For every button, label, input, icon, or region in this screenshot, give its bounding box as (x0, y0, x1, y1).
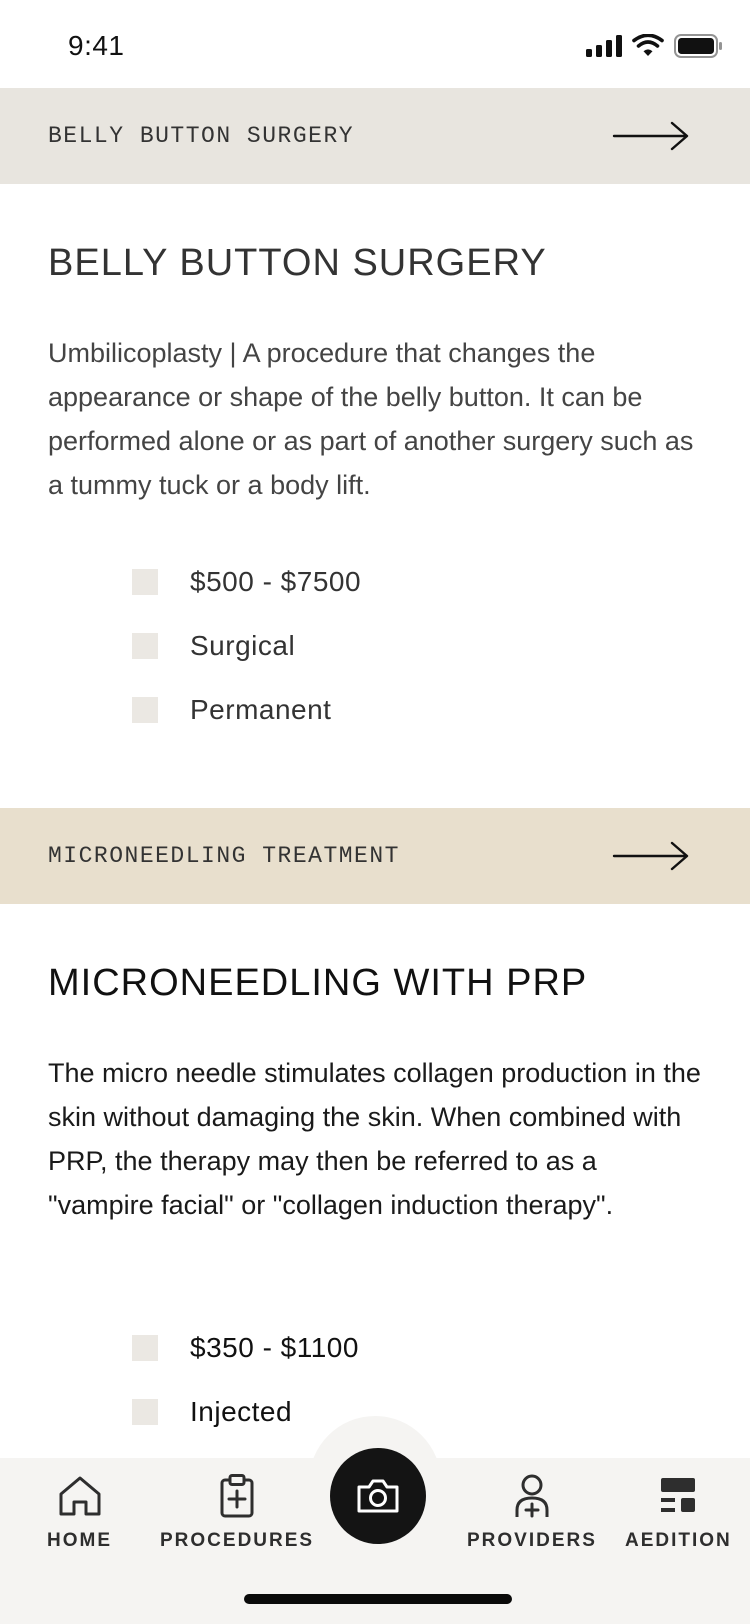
procedure-attribute-type (132, 1396, 292, 1428)
tab-providers[interactable] (467, 1474, 597, 1552)
camera-button[interactable] (330, 1448, 426, 1544)
bullet-box (132, 569, 158, 595)
attribute-text: $350 - $1100 (190, 1332, 359, 1363)
bullet-box (132, 1335, 158, 1361)
status-time: 9:41 (68, 30, 125, 61)
procedure-category-header-belly-button[interactable] (0, 88, 750, 184)
tab-label: HOME (47, 1530, 112, 1551)
procedure-category-header-microneedling[interactable] (0, 808, 750, 904)
person-plus-icon (509, 1474, 555, 1518)
layout-icon (655, 1474, 701, 1518)
tab-label: PROVIDERS (467, 1530, 597, 1551)
procedure-description: Umbilicoplasty | A procedure that changes the appearance or shape of the belly button. It can be performed alone or as part of another surgery such as a tummy tuck or a body lift. (48, 338, 694, 500)
arrow-right-icon[interactable] (612, 840, 690, 872)
attribute-text: $500 - $7500 (190, 566, 362, 597)
home-indicator[interactable] (244, 1594, 512, 1604)
tab-label: PROCEDURES (160, 1530, 315, 1551)
clipboard-plus-icon (214, 1474, 260, 1518)
category-label: MICRONEEDLING TREATMENT (48, 843, 400, 869)
procedure-attribute-type (132, 630, 295, 662)
attribute-text: Permanent (190, 694, 332, 725)
bullet-box (132, 1399, 158, 1425)
battery-icon (674, 34, 722, 58)
procedure-title: BELLY BUTTON SURGERY (48, 242, 547, 284)
category-label: BELLY BUTTON SURGERY (48, 123, 355, 149)
procedure-description: The micro needle stimulates collagen production in the skin without damaging the skin. When combined with PRP, the therapy may then be referred to as a "vampire facial" or "collagen induction therapy". (48, 1058, 701, 1220)
procedure-attribute-price (132, 1332, 359, 1364)
status-bar (0, 0, 750, 88)
wifi-icon (632, 34, 664, 58)
arrow-right-icon[interactable] (612, 120, 690, 152)
camera-icon (355, 1477, 401, 1515)
procedure-attribute-price (132, 566, 361, 598)
procedure-title: MICRONEEDLING WITH PRP (48, 962, 588, 1004)
attribute-text: Surgical (190, 630, 296, 661)
procedure-attribute-duration (132, 694, 331, 726)
cellular-signal-icon (586, 35, 622, 57)
home-icon (57, 1474, 103, 1518)
bullet-box (132, 697, 158, 723)
tab-label: AEDITION (625, 1530, 732, 1551)
tab-aedition[interactable] (625, 1474, 732, 1552)
attribute-text: Injected (190, 1396, 293, 1427)
tab-home[interactable] (47, 1474, 112, 1552)
status-icons (586, 34, 722, 58)
tab-procedures[interactable] (160, 1474, 314, 1552)
bullet-box (132, 633, 158, 659)
